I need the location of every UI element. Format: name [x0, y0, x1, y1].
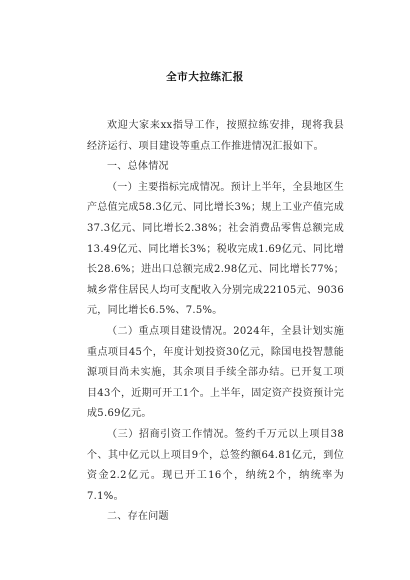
investment-paragraph: （三）招商引资工作情况。签约千万元以上项目38个、其中亿元以上项目9个，总签约额64.81亿元，到位资金2.2亿元。现已开工16个，纳统2个，纳统率为7.1%。 [87, 428, 344, 502]
projects-paragraph: （二）重点项目建设情况。2024年，全县计划实施重点项目45个，年度计划投资30亿元，除国电投智慧能源项目尚未实施，其余项目手续全部办结。已开复工项目43个，近期可开工1个。上半年，固定资产投资预计完成5.69亿元。 [87, 325, 344, 420]
document-title: 全市大拉练汇报 [166, 71, 244, 83]
section-heading-problems: 二、存在问题 [107, 511, 169, 523]
indicators-paragraph: （一）主要指标完成情况。预计上半年，全县地区生产总值完成58.3亿元、同比增长3%；规上工业产值完成37.3亿元、同比增长2.38%；社会消费品零售总额完成13.49亿元、同比增长3%；税收完成1.69亿元、同比增长28.6%；进出口总额完成2.98亿元、同比增长77%；城乡常住居民人均可支配收入分别完成22105元、9036元，同比增长6.5%、7.5%。 [87, 181, 344, 317]
document-body [87, 116, 344, 528]
section-heading-overview: 一、总体情况 [107, 161, 169, 173]
intro-paragraph: 欢迎大家来xx指导工作，按照拉练安排，现将我县经济运行、项目建设等重点工作推进情况汇报如下。 [87, 120, 344, 152]
